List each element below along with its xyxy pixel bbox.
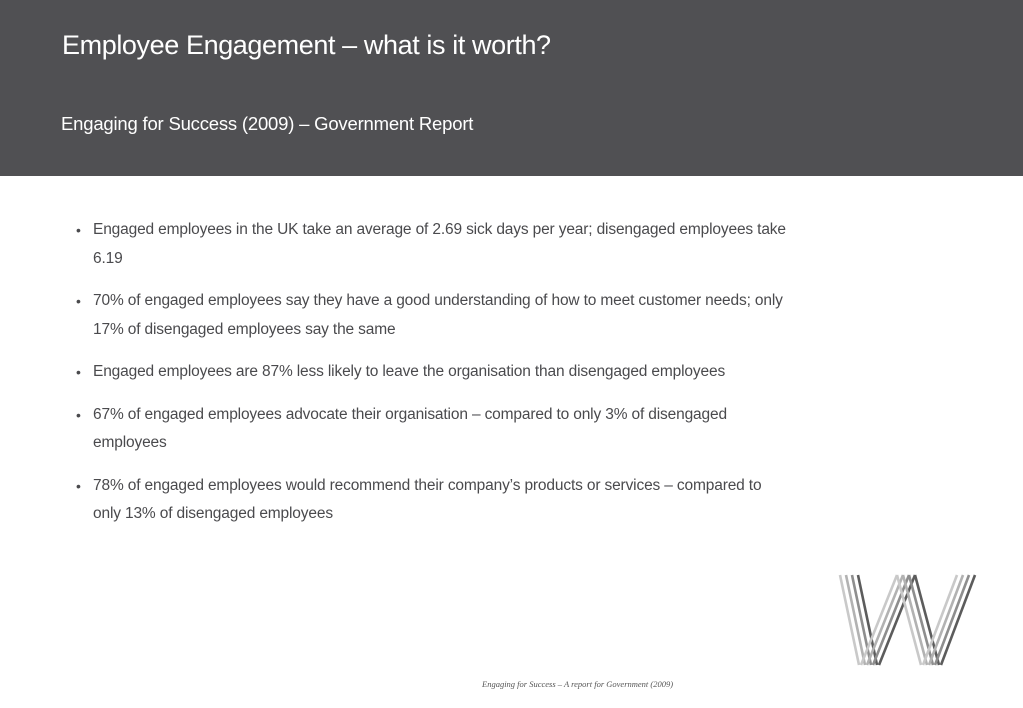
page-title: Employee Engagement – what is it worth? [62,30,551,60]
page-subtitle: Engaging for Success (2009) – Government Report [61,113,474,134]
bullet-item: • Engaged employees in the UK take an average of 2.69 sick days per year; disengaged employees take 6.19 [93,216,793,273]
bullet-item: • 67% of engaged employees advocate their organisation – compared to only 3% of disengaged employees [93,401,793,458]
bullet-list [93,216,793,543]
bullet-item: • Engaged employees are 87% less likely to leave the organisation than disengaged employees [93,358,793,387]
w-logo-graphic [838,573,978,667]
w-logo-icon [838,573,978,667]
source-footnote: Engaging for Success – A report for Government (2009) [482,679,674,689]
bullet-item: • 78% of engaged employees would recommend their company’s products or services – compared to only 13% of disengaged employees [93,472,793,529]
header-banner [0,0,1023,176]
bullet-item: • 70% of engaged employees say they have a good understanding of how to meet customer needs; only 17% of disengaged employees say the same [93,287,793,344]
